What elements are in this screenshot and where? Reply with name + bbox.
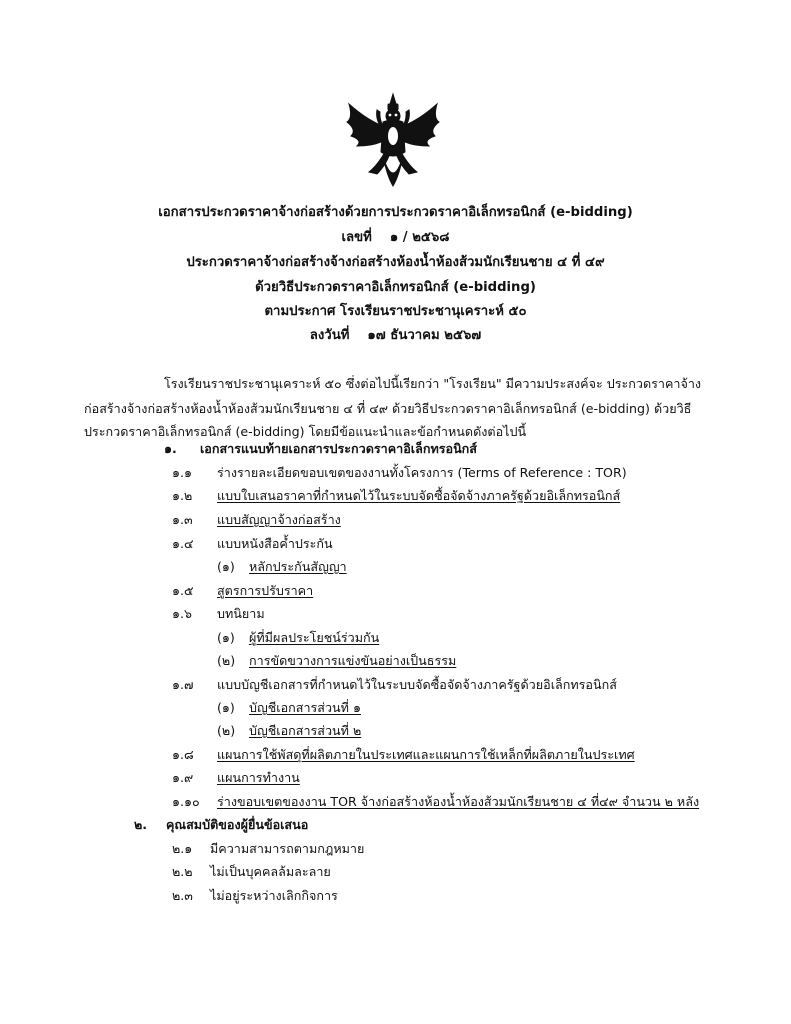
item-label: มีความสามารถตามกฎหมาย xyxy=(210,841,365,856)
item-link[interactable]: แผนการใช้พัสดุที่ผลิตภายในประเทศและแผนการใช้เหล็กที่ผลิตภายในประเทศ xyxy=(217,747,635,762)
item-label: บทนิยาม xyxy=(217,606,265,621)
item-number: ๑.๒ xyxy=(172,488,193,503)
item-link[interactable]: ร่างขอบเขตของงาน TOR จ้างก่อสร้างห้องน้ำห้องส้วมนักเรียนชาย ๔ ที่๔๙ จำนวน ๒ หลัง xyxy=(217,794,700,809)
item-number: (๑) xyxy=(217,559,235,574)
item-link[interactable]: ผู้ที่มีผลประโยชน์ร่วมกัน xyxy=(249,630,380,645)
item-label: ไม่อยู่ระหว่างเลิกกิจการ xyxy=(210,888,338,903)
item-number: ๒.๓ xyxy=(172,888,193,903)
section-label: เอกสารแนบท้ายเอกสารประกวดราคาอิเล็กทรอนิกส์ xyxy=(200,441,477,456)
date-label: ลงวันที่ xyxy=(309,328,350,343)
section-number: ๒. xyxy=(134,817,148,832)
item-label: ร่างรายละเอียดขอบเขตของงานทั้งโครงการ (Terms of Reference : TOR) xyxy=(217,465,627,480)
item-link[interactable]: แผนการทำงาน xyxy=(217,770,300,785)
item-number: (๒) xyxy=(217,723,236,738)
document-title: เอกสารประกวดราคาจ้างก่อสร้างด้วยการประกวดราคาอิเล็กทรอนิกส์ (e-bidding) xyxy=(158,205,633,220)
item-label: แบบบัญชีเอกสารที่กำหนดไว้ในระบบจัดซื้อจัดจ้างภาครัฐด้วยอิเล็กทรอนิกส์ xyxy=(217,677,617,692)
number-label: เลขที่ xyxy=(341,230,372,245)
document-subject: ประกวดราคาจ้างก่อสร้างจ้างก่อสร้างห้องน้ำห้องส้วมนักเรียนชาย ๔ ที่ ๔๙ xyxy=(186,255,605,270)
section-label: คุณสมบัติของผู้ยื่นข้อเสนอ xyxy=(166,817,309,832)
item-link[interactable]: สูตรการปรับราคา xyxy=(217,583,314,598)
item-label: แบบหนังสือค้ำประกัน xyxy=(217,536,333,551)
item-number: ๑.๑ xyxy=(172,465,192,480)
item-number: ๑.๔ xyxy=(172,536,194,551)
document-method: ด้วยวิธีประกวดราคาอิเล็กทรอนิกส์ (e-bidding) xyxy=(255,280,536,295)
item-number: (๒) xyxy=(217,653,236,668)
intro-line-1: โรงเรียนราชประชานุเคราะห์ ๕๐ ซึ่งต่อไปนี้เรียกว่า "โรงเรียน" มีความประสงค์จะ ประกวดราคาจ้าง xyxy=(164,376,702,391)
intro-line-2: ก่อสร้างจ้างก่อสร้างห้องน้ำห้องส้วมนักเรียนชาย ๔ ที่ ๔๙ ด้วยวิธีประกวดราคาอิเล็กทรอนิกส์ (e-bidding) ด้วยวิธี xyxy=(84,401,692,416)
item-number: ๑.๘ xyxy=(172,747,194,762)
item-number: ๑.๓ xyxy=(172,512,193,527)
garuda-emblem xyxy=(339,90,447,198)
section-number: ๑. xyxy=(164,441,177,456)
item-link[interactable]: บัญชีเอกสารส่วนที่ ๒ xyxy=(249,723,362,738)
document-number xyxy=(0,230,791,246)
item-label: ไม่เป็นบุคคลล้มละลาย xyxy=(210,864,331,879)
intro-line-3: ประกวดราคาอิเล็กทรอนิกส์ (e-bidding) โดยมีข้อแนะนำและข้อกำหนดดังต่อไปนี้ xyxy=(84,424,527,439)
item-number: ๑.๙ xyxy=(172,770,194,785)
item-link[interactable]: แบบใบเสนอราคาที่กำหนดไว้ในระบบจัดซื้อจัดจ้างภาครัฐด้วยอิเล็กทรอนิกส์ xyxy=(217,488,621,503)
item-number: ๑.๖ xyxy=(172,606,192,621)
number-value: ๑ / ๒๕๖๘ xyxy=(389,230,450,245)
item-number: (๑) xyxy=(217,700,235,715)
document-date xyxy=(0,328,791,344)
item-number: ๒.๒ xyxy=(172,864,193,879)
item-number: (๑) xyxy=(217,630,235,645)
item-link[interactable]: แบบสัญญาจ้างก่อสร้าง xyxy=(217,512,341,527)
item-link[interactable]: การขัดขวางการแข่งขันอย่างเป็นธรรม xyxy=(249,653,457,668)
document-announcement: ตามประกาศ โรงเรียนราชประชานุเคราะห์ ๕๐ xyxy=(264,304,527,319)
date-value: ๑๗ ธันวาคม ๒๕๖๗ xyxy=(367,328,482,343)
item-link[interactable]: หลักประกันสัญญา xyxy=(249,559,347,574)
item-number: ๑.๕ xyxy=(172,583,194,598)
item-link[interactable]: บัญชีเอกสารส่วนที่ ๑ xyxy=(249,700,361,715)
item-number: ๑.๗ xyxy=(172,677,194,692)
item-number: ๒.๑ xyxy=(172,841,193,856)
item-number: ๑.๑๐ xyxy=(172,794,200,809)
